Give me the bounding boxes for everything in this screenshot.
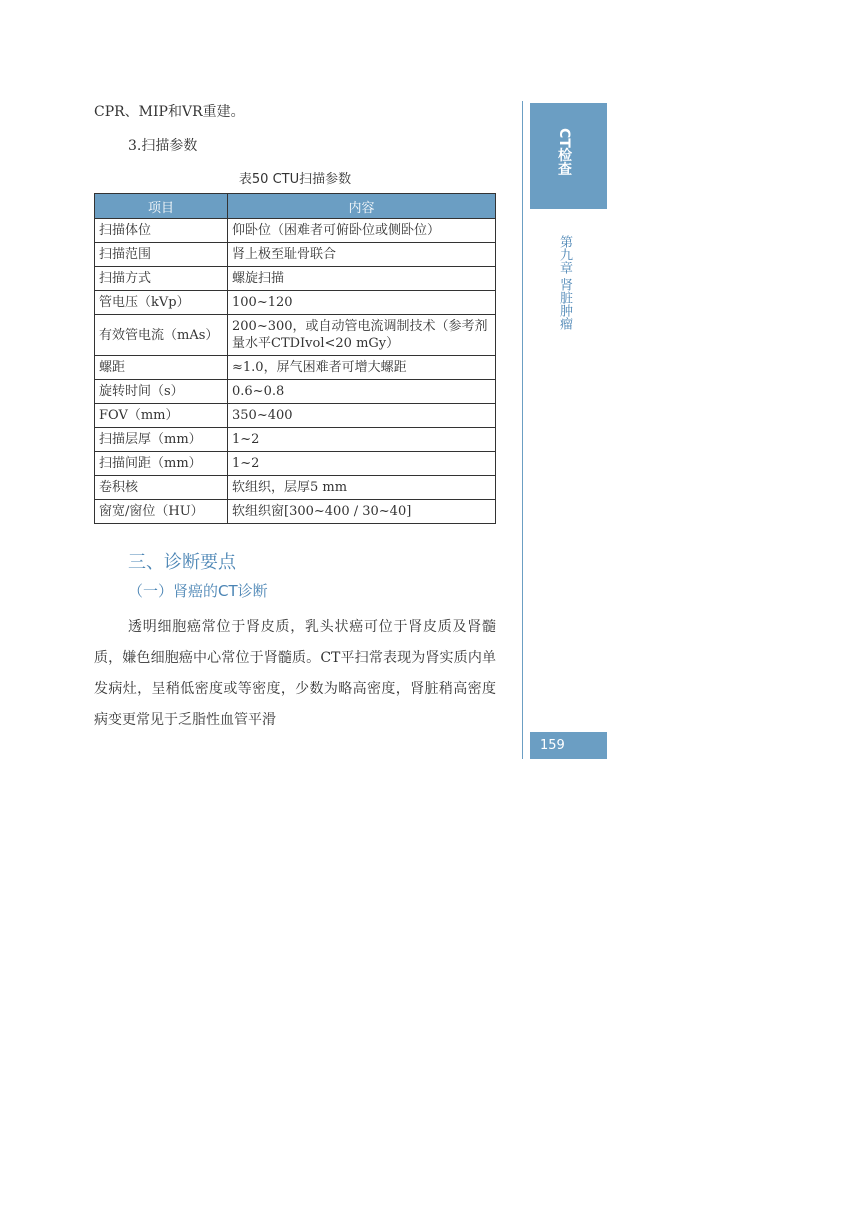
table-cell-content: 1~2 xyxy=(228,452,496,476)
table-row xyxy=(95,356,496,380)
table-cell-item: 扫描范围 xyxy=(95,243,228,267)
table-row xyxy=(95,219,496,243)
table-cell-content: ≈1.0，屏气困难者可增大螺距 xyxy=(228,356,496,380)
heading-renal-cancer-ct: （一）肾癌的CT诊断 xyxy=(128,582,268,600)
intro-line: CPR、MIP和VR重建。 xyxy=(94,104,245,120)
section-tab-label: CT检查 xyxy=(556,128,572,176)
table-cell-item: 管电压（kVp） xyxy=(95,291,228,315)
table-cell-content: 肾上极至耻骨联合 xyxy=(228,243,496,267)
margin-divider xyxy=(522,101,523,759)
table-cell-content: 仰卧位（困难者可俯卧位或侧卧位） xyxy=(228,219,496,243)
table-cell-item: 旋转时间（s） xyxy=(95,380,228,404)
table-cell-content: 软组织，层厚5 mm xyxy=(228,476,496,500)
table-row xyxy=(95,428,496,452)
scan-params-table xyxy=(94,193,496,524)
page-number: 159 xyxy=(540,738,565,753)
table-cell-item: 螺距 xyxy=(95,356,228,380)
table-row xyxy=(95,452,496,476)
table-header-content: 内容 xyxy=(228,194,496,219)
heading-diagnosis-points: 三、诊断要点 xyxy=(128,552,236,573)
table-caption: 表50 CTU扫描参数 xyxy=(238,172,352,187)
table-header-item: 项目 xyxy=(95,194,228,219)
table-cell-item: FOV（mm） xyxy=(95,404,228,428)
table-cell-content: 200~300，或自动管电流调制技术（参考剂量水平CTDIvol<20 mGy） xyxy=(228,315,496,356)
table-cell-content: 软组织窗[300~400 / 30~40] xyxy=(228,500,496,524)
table-header-row xyxy=(95,194,496,219)
table-cell-item: 扫描层厚（mm） xyxy=(95,428,228,452)
table-cell-content: 0.6~0.8 xyxy=(228,380,496,404)
table-cell-item: 窗宽/窗位（HU） xyxy=(95,500,228,524)
table-row xyxy=(95,380,496,404)
section-title-scan-params: 3.扫描参数 xyxy=(128,138,198,154)
chapter-label: 第九章 肾脏肿瘤 xyxy=(557,235,572,331)
table-cell-content: 1~2 xyxy=(228,428,496,452)
table-cell-item: 扫描体位 xyxy=(95,219,228,243)
table-cell-item: 扫描间距（mm） xyxy=(95,452,228,476)
body-paragraph xyxy=(94,612,496,736)
table-cell-content: 100~120 xyxy=(228,291,496,315)
table-row xyxy=(95,404,496,428)
table-row xyxy=(95,291,496,315)
table-cell-item: 有效管电流（mAs） xyxy=(95,315,228,356)
table-cell-content: 螺旋扫描 xyxy=(228,267,496,291)
table-row xyxy=(95,267,496,291)
table-cell-content: 350~400 xyxy=(228,404,496,428)
table-row xyxy=(95,315,496,356)
paragraph-text: 透明细胞癌常位于肾皮质，乳头状癌可位于肾皮质及肾髓质，嫌色细胞癌中心常位于肾髓质。CT平扫常表现为肾实质内单发病灶，呈稍低密度或等密度，少数为略高密度，肾脏稍高密度病变更常见于乏脂性血管平滑 xyxy=(94,619,496,728)
table-row xyxy=(95,500,496,524)
table-cell-item: 卷积核 xyxy=(95,476,228,500)
table-row xyxy=(95,476,496,500)
table-cell-item: 扫描方式 xyxy=(95,267,228,291)
table-row xyxy=(95,243,496,267)
